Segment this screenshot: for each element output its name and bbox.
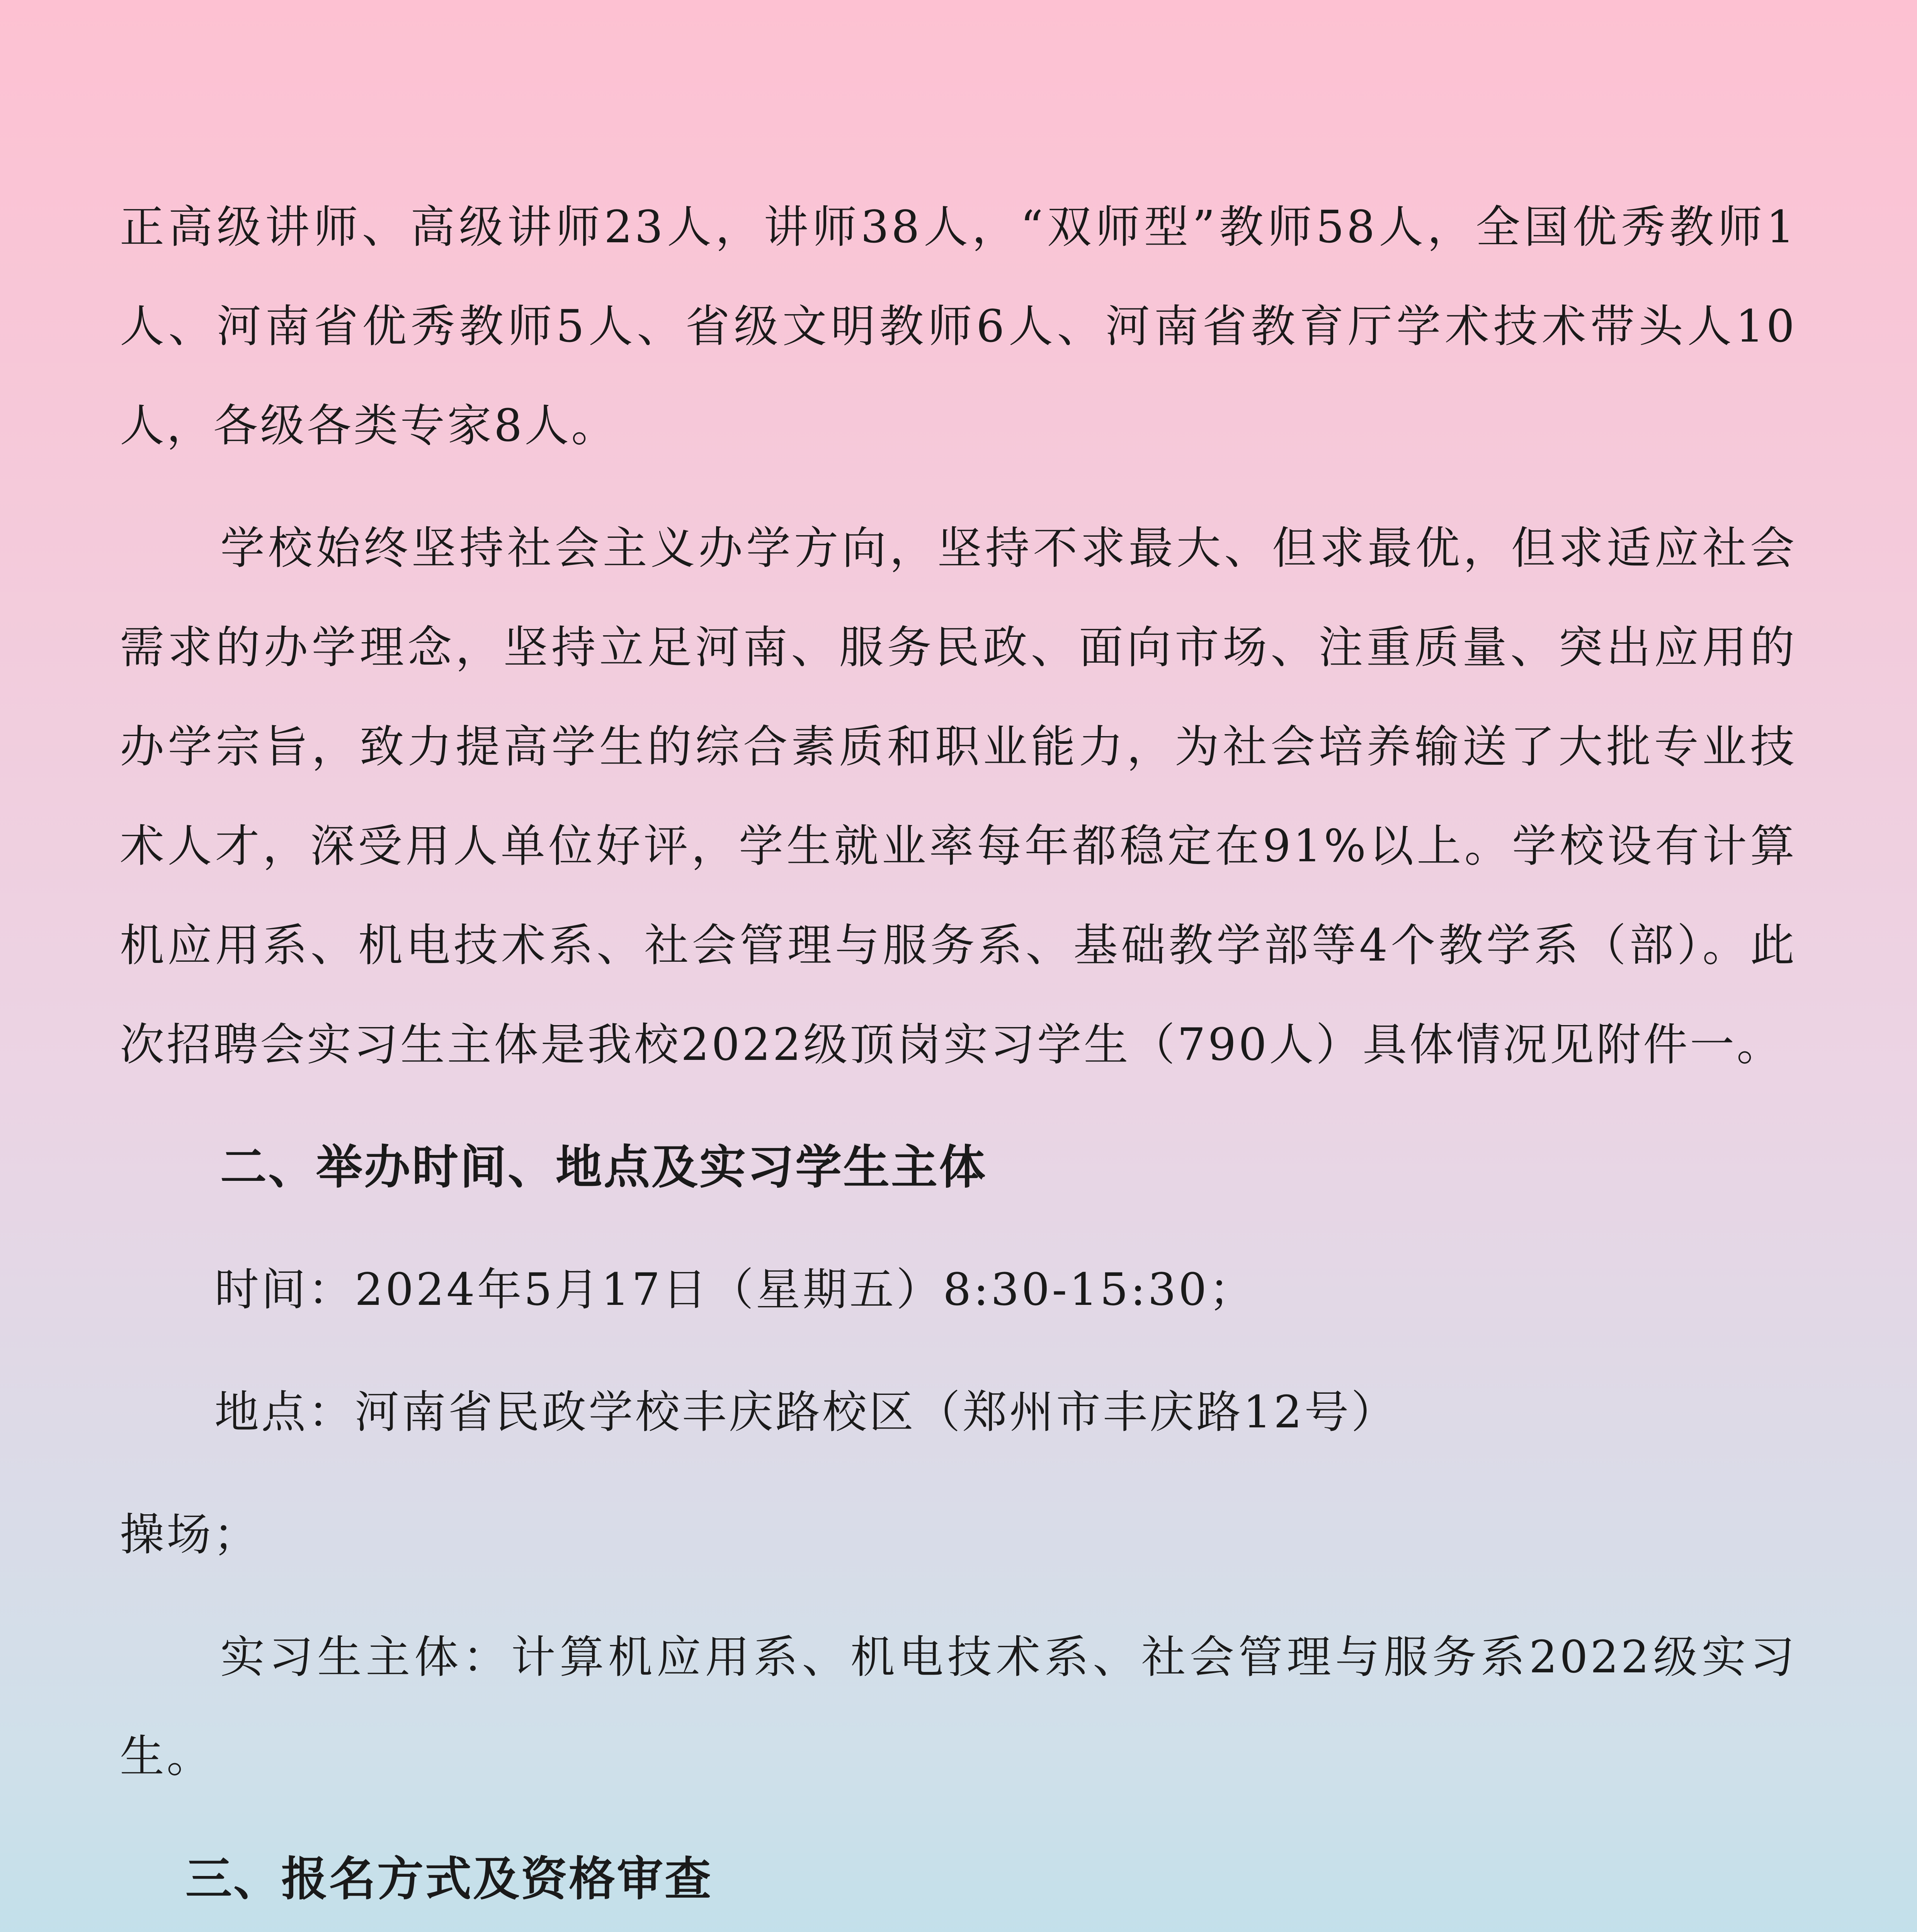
intern-subject: 实习生主体：计算机应用系、机电技术系、社会管理与服务系2022级实习生。 — [120, 1631, 1797, 1782]
section-heading-registration: 三、报名方式及资格审查 — [185, 1852, 713, 1906]
event-place-continued: 操场； — [120, 1509, 260, 1561]
section-heading-time-place: 二、举办时间、地点及实习学生主体 — [220, 1141, 987, 1194]
paragraph-faculty: 正高级讲师、高级讲师23人，讲师38人，“双师型”教师58人，全国优秀教师1人、河南省优秀教师5人、省级文明教师6人、河南省教育厅学术技术带头人10人，各级各类专家8人。 — [120, 201, 1797, 452]
paragraph-school-philosophy: 学校始终坚持社会主义办学方向，坚持不求最大、但求最优，但求适应社会需求的办学理念，坚持立足河南、服务民政、面向市场、注重质量、突出应用的办学宗旨，致力提高学生的综合素质和职业能力，为社会培养输送了大批专业技术人才，深受用人单位好评，学生就业率每年都稳定在91%以上。学校设有计算机应用系、机电技术系、社会管理与服务系、基础教学部等4个教学系（部）。此次招聘会实习生主体是我校2022级顶岗实习学生（790人）具体情况见附件一。 — [120, 522, 1797, 1071]
document-body — [120, 178, 1797, 1932]
event-place: 地点：河南省民政学校丰庆路校区（郑州市丰庆路12号） — [214, 1386, 1398, 1438]
event-time: 时间：2024年5月17日（星期五）8:30-15:30； — [214, 1264, 1256, 1316]
